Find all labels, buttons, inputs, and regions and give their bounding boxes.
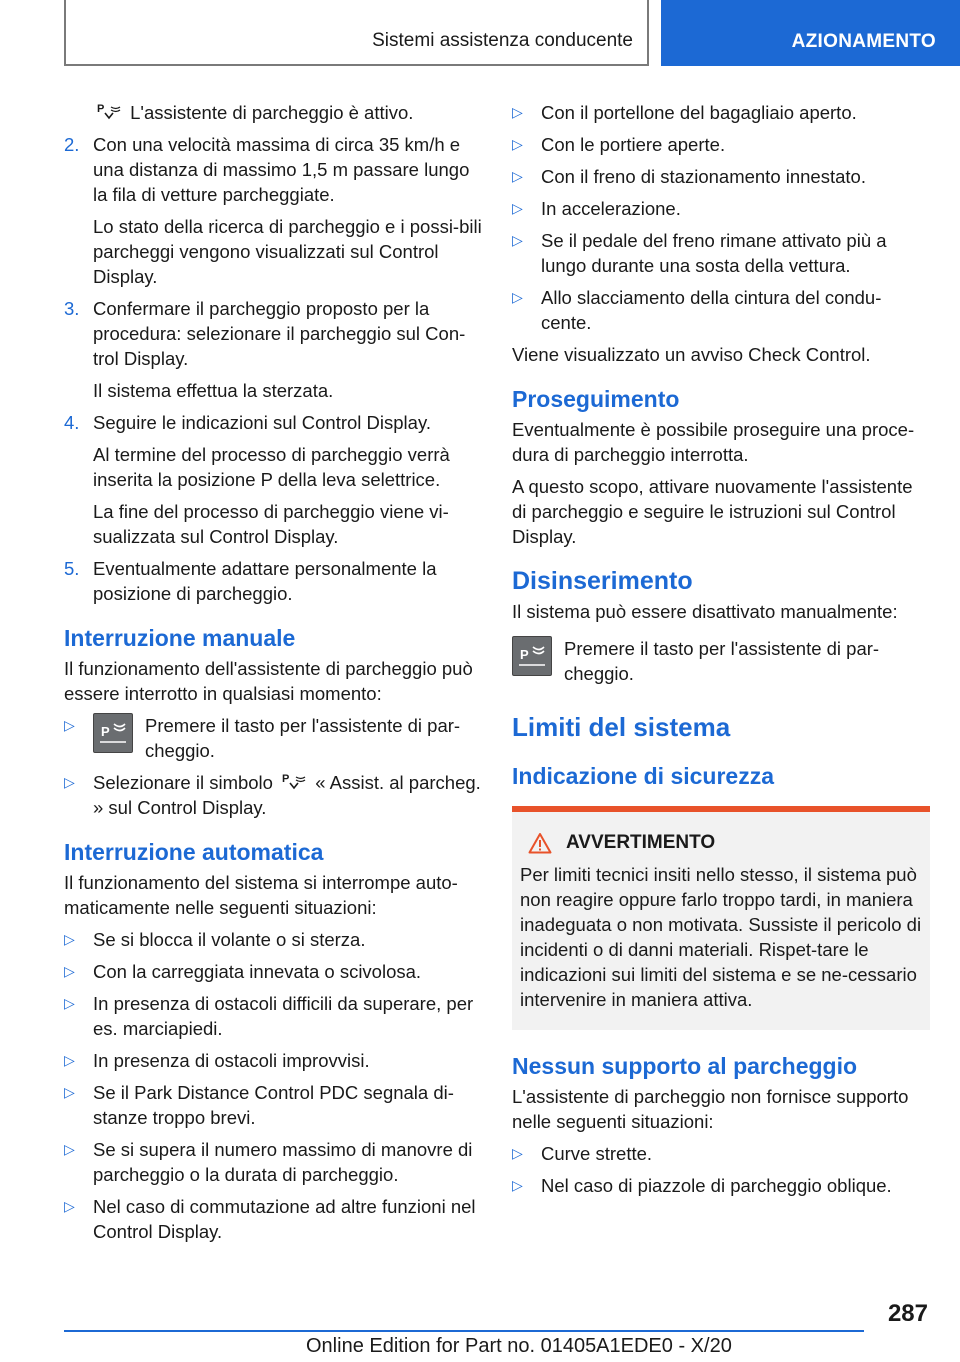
list-item-text: Con il freno di stazionamento innestato.	[541, 166, 866, 187]
step-text: Con una velocità massima di circa 35 km/h e una distanza di massimo 1,5 m passare lungo la fila di vetture parcheggiate.	[93, 134, 470, 205]
step-text: Confermare il parcheggio proposto per la procedura: selezionare il parcheggio sul Con-trol Display.	[93, 298, 466, 369]
step-4-note-2: La fine del processo di parcheggio viene vi-sualizzata sul Control Display.	[93, 501, 449, 547]
parking-assistant-symbol-icon	[282, 771, 306, 791]
bullet-triangle-icon: ▷	[512, 136, 523, 152]
button-instruction	[93, 713, 482, 763]
bullet-triangle-icon: ▷	[64, 774, 75, 790]
auto-intro: Il funzionamento del sistema si interrompe auto-maticamente nelle seguenti situazioni:	[64, 872, 458, 918]
list-item-text: Se si blocca il volante o si sterza.	[93, 929, 366, 950]
warning-box	[512, 806, 930, 1030]
list-item	[512, 132, 930, 157]
list-item	[512, 1141, 930, 1166]
list-item-text: Nel caso di piazzole di parcheggio oblique.	[541, 1175, 892, 1196]
parking-assistant-button-icon	[512, 636, 552, 676]
check-control-note: Viene visualizzato un avviso Check Control.	[512, 344, 871, 365]
list-item	[64, 713, 482, 763]
bullet-triangle-icon: ▷	[64, 963, 75, 979]
step-3	[64, 296, 482, 371]
bullet-triangle-icon: ▷	[64, 931, 75, 947]
button-instruction-text: Premere il tasto per l'assistente di par-cheggio.	[145, 715, 461, 761]
warning-title	[520, 832, 922, 854]
list-item	[64, 991, 482, 1041]
heading-deactivation: Disinserimento	[512, 567, 693, 595]
list-item	[512, 285, 930, 335]
no-support-intro: L'assistente di parcheggio non fornisce supporto nelle seguenti situazioni:	[512, 1086, 909, 1132]
list-item-text: Se si supera il numero massimo di manovre di parcheggio o la durata di parcheggio.	[93, 1139, 473, 1185]
heading-resume: Proseguimento	[512, 386, 680, 412]
select-symbol-text: Selezionare il simbolo	[93, 772, 273, 793]
bullet-triangle-icon: ▷	[512, 1145, 523, 1161]
left-column	[64, 100, 482, 1251]
right-column	[512, 100, 930, 1205]
bullet-triangle-icon: ▷	[64, 717, 75, 733]
svg-text:P: P	[282, 773, 290, 785]
footer-divider	[64, 1330, 864, 1332]
bullet-triangle-icon: ▷	[512, 168, 523, 184]
bullet-triangle-icon: ▷	[512, 289, 523, 305]
list-item-text: In accelerazione.	[541, 198, 681, 219]
bullet-triangle-icon: ▷	[64, 1084, 75, 1100]
bullet-triangle-icon: ▷	[64, 995, 75, 1011]
list-item	[64, 1194, 482, 1244]
step-4-note-1: Al termine del processo di parcheggio verrà inserita la posizione P della leva selettrice.	[93, 444, 450, 490]
step-number: 4.	[64, 412, 80, 433]
bullet-triangle-icon: ▷	[64, 1141, 75, 1157]
svg-text:P: P	[97, 103, 105, 115]
step-2	[64, 132, 482, 207]
heading-safety-note: Indicazione di sicurezza	[512, 763, 775, 789]
step-4	[64, 410, 482, 435]
heading-no-support: Nessun supporto al parcheggio	[512, 1053, 858, 1079]
bullet-triangle-icon: ▷	[512, 1177, 523, 1193]
step-5	[64, 556, 482, 606]
list-item-text: Con la carreggiata innevata o scivolosa.	[93, 961, 422, 982]
list-item	[64, 959, 482, 984]
svg-text:P: P	[520, 647, 529, 662]
step-number: 2.	[64, 134, 80, 155]
list-item-text: Allo slacciamento della cintura del condu-cente.	[541, 287, 882, 333]
heading-automatic-interruption: Interruzione automatica	[64, 839, 324, 865]
parking-assistant-button-icon	[93, 713, 133, 753]
page-number: 287	[887, 1300, 928, 1327]
bullet-triangle-icon: ▷	[512, 200, 523, 216]
warning-triangle-icon	[528, 832, 552, 854]
list-item-text: Nel caso di commutazione ad altre funzioni nel Control Display.	[93, 1196, 476, 1242]
list-item	[64, 770, 482, 820]
list-item	[64, 1048, 482, 1073]
list-item-text: Se il pedale del freno rimane attivato più a lungo durante una sosta della vettura.	[541, 230, 887, 276]
header-section-title: Sistemi assistenza conducente	[372, 30, 633, 51]
list-item-text: Curve strette.	[541, 1143, 653, 1164]
button-instruction-text: Premere il tasto per l'assistente di par-cheggio.	[564, 638, 880, 684]
list-item	[512, 196, 930, 221]
footer-edition: Online Edition for Part no. 01405A1EDE0 - X/20	[306, 1335, 732, 1357]
heading-system-limits: Limiti del sistema	[512, 712, 731, 742]
step-2-note: Lo stato della ricerca di parcheggio e i possi-bili parcheggi vengono visualizzati sul Control Display.	[93, 216, 482, 287]
list-item	[512, 1173, 930, 1198]
resume-paragraph-2: A questo scopo, attivare nuovamente l'assistente di parcheggio e seguire le istruzioni sul Control Display.	[512, 476, 913, 547]
manual-intro: Il funzionamento dell'assistente di parcheggio può essere interrotto in qualsiasi momento:	[64, 658, 473, 704]
step-3-note: Il sistema effettua la sterzata.	[93, 380, 334, 401]
header-section-box	[64, 0, 649, 66]
parking-assistant-symbol-icon	[97, 101, 121, 121]
button-instruction	[512, 636, 930, 686]
bullet-triangle-icon: ▷	[64, 1052, 75, 1068]
step-text: Seguire le indicazioni sul Control Display.	[93, 412, 431, 433]
warning-body: Per limiti tecnici insiti nello stesso, il sistema può non reagire oppure farlo troppo tardi, in maniera inadeguata o non motivata. Sussiste il pericolo di incidenti o di danni materiali. Rispet-tare le indicazioni sui limiti del sistema e se ne-cessario intervenire in maniera attiva.	[520, 864, 922, 1010]
list-item	[64, 927, 482, 952]
list-item-text: Con il portellone del bagagliaio aperto.	[541, 102, 857, 123]
list-item	[512, 164, 930, 189]
list-item-text: Con le portiere aperte.	[541, 134, 726, 155]
bullet-triangle-icon: ▷	[512, 232, 523, 248]
list-item-text: Se il Park Distance Control PDC segnala di-stanze troppo brevi.	[93, 1082, 454, 1128]
resume-paragraph-1: Eventualmente è possibile proseguire una proce-dura di parcheggio interrotta.	[512, 419, 915, 465]
bullet-triangle-icon: ▷	[512, 104, 523, 120]
svg-text:P: P	[101, 724, 110, 739]
step-number: 5.	[64, 558, 80, 579]
list-item	[512, 228, 930, 278]
status-line-text: L'assistente di parcheggio è attivo.	[130, 102, 414, 123]
list-item	[64, 1080, 482, 1130]
step-text: Eventualmente adattare personalmente la posizione di parcheggio.	[93, 558, 437, 604]
status-line	[64, 100, 482, 125]
list-item	[64, 1137, 482, 1187]
list-item-text: In presenza di ostacoli improvvisi.	[93, 1050, 370, 1071]
warning-title-text: AVVERTIMENTO	[566, 832, 716, 853]
step-number: 3.	[64, 298, 80, 319]
heading-manual-interruption: Interruzione manuale	[64, 625, 296, 651]
list-item-text: In presenza di ostacoli difficili da superare, per es. marciapiedi.	[93, 993, 474, 1039]
bullet-triangle-icon: ▷	[64, 1198, 75, 1214]
select-symbol-text-end: « Assist. al parcheg. » sul Control Display.	[93, 772, 481, 818]
header-chapter-title: AZIONAMENTO	[791, 31, 936, 52]
list-item	[512, 100, 930, 125]
header-chapter-tab[interactable]	[661, 0, 960, 66]
deactivation-intro: Il sistema può essere disattivato manualmente:	[512, 601, 898, 622]
